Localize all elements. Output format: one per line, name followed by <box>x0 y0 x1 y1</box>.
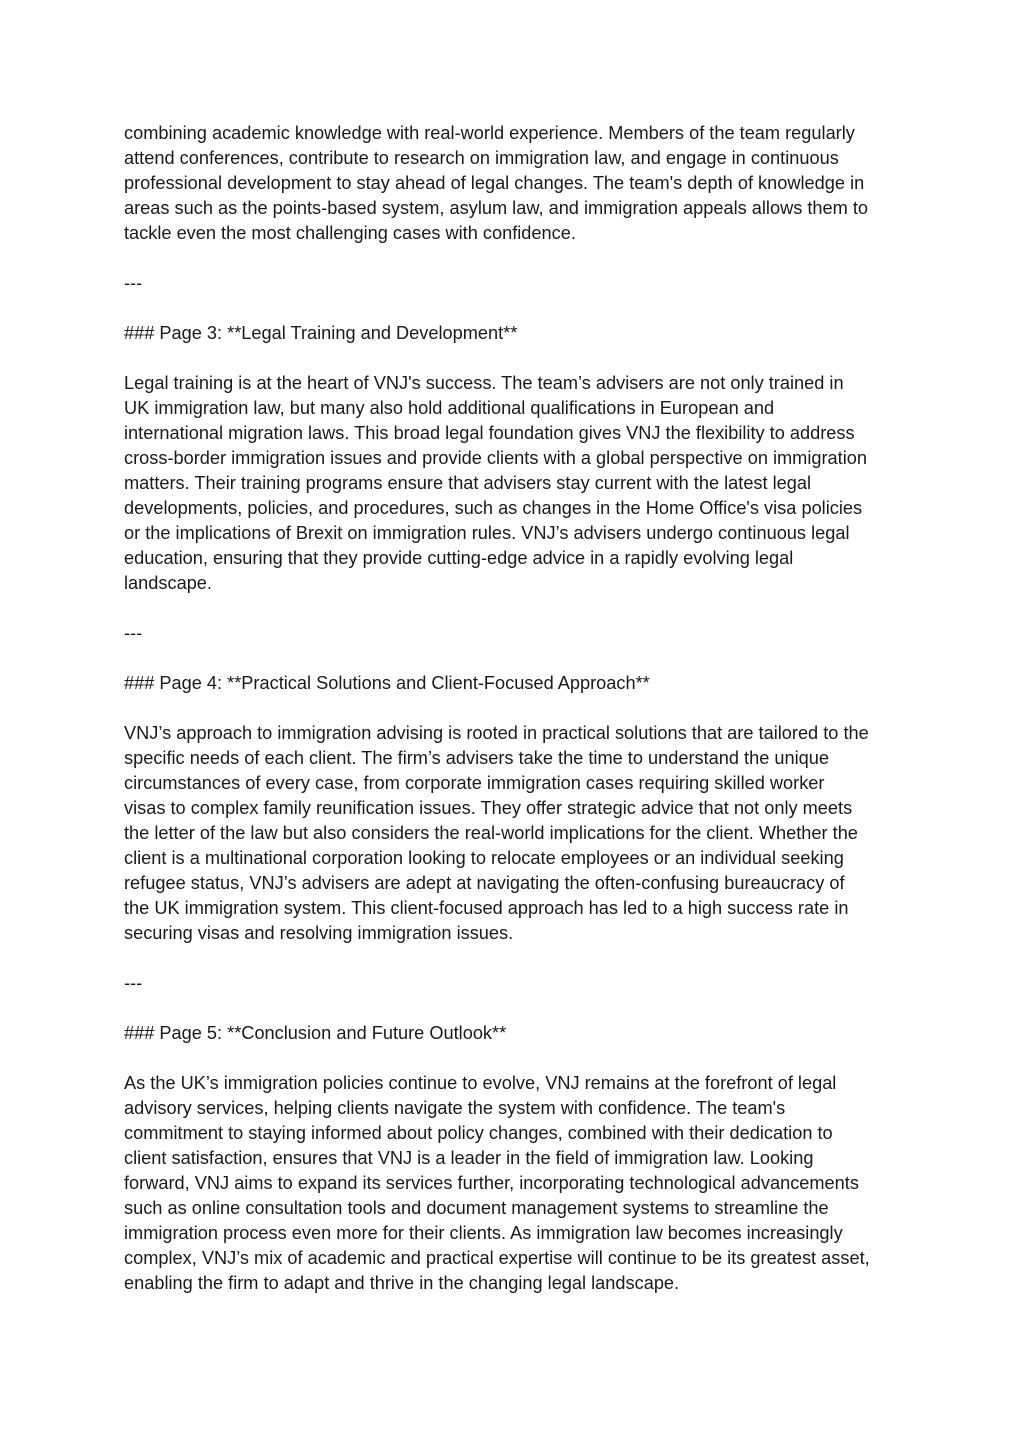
paragraph-legal-training: Legal training is at the heart of VNJ's success. The team’s advisers are not only trained in UK immigration law, but many also hold additional qualifications in European and international migration laws. This broad legal foundation gives VNJ the flexibility to address cross-border immigration issues and provide clients with a global perspective on immigration matters. Their training programs ensure that advisers stay current with the latest legal developments, policies, and procedures, such as changes in the Home Office's visa policies or the implications of Brexit on immigration rules. VNJ’s advisers undergo continuous legal education, ensuring that they provide cutting-edge advice in a rapidly evolving legal landscape. <box>124 373 867 593</box>
section-heading-page-4: ### Page 4: **Practical Solutions and Client-Focused Approach** <box>124 673 650 693</box>
paragraph-practical-solutions: VNJ’s approach to immigration advising is rooted in practical solutions that are tailored to the specific needs of each client. The firm’s advisers take the time to understand the unique circumstances of every case, from corporate immigration cases requiring skilled worker visas to complex family reunification issues. They offer strategic advice that not only meets the letter of the law but also considers the real-world implications for the client. Whether the client is a multinational corporation looking to relocate employees or an individual seeking refugee status, VNJ’s advisers are adept at navigating the often-confusing bureaucracy of the UK immigration system. This client-focused approach has led to a high success rate in securing visas and resolving immigration issues. <box>124 723 869 943</box>
section-divider: --- <box>124 973 143 993</box>
section-heading-page-3: ### Page 3: **Legal Training and Development** <box>124 323 518 343</box>
section-heading-page-5: ### Page 5: **Conclusion and Future Outlook** <box>124 1023 507 1043</box>
section-divider: --- <box>124 273 143 293</box>
document-page <box>124 121 914 1321</box>
paragraph-intro-continued: combining academic knowledge with real-world experience. Members of the team regularly attend conferences, contribute to research on immigration law, and engage in continuous professional development to stay ahead of legal changes. The team's depth of knowledge in areas such as the points-based system, asylum law, and immigration appeals allows them to tackle even the most challenging cases with confidence. <box>124 123 869 243</box>
paragraph-conclusion: As the UK’s immigration policies continue to evolve, VNJ remains at the forefront of legal advisory services, helping clients navigate the system with confidence. The team's commitment to staying informed about policy changes, combined with their dedication to client satisfaction, ensures that VNJ is a leader in the field of immigration law. Looking forward, VNJ aims to expand its services further, incorporating technological advancements such as online consultation tools and document management systems to streamline the immigration process even more for their clients. As immigration law becomes increasingly complex, VNJ’s mix of academic and practical expertise will continue to be its greatest asset, enabling the firm to adapt and thrive in the changing legal landscape. <box>124 1073 870 1293</box>
section-divider: --- <box>124 623 143 643</box>
